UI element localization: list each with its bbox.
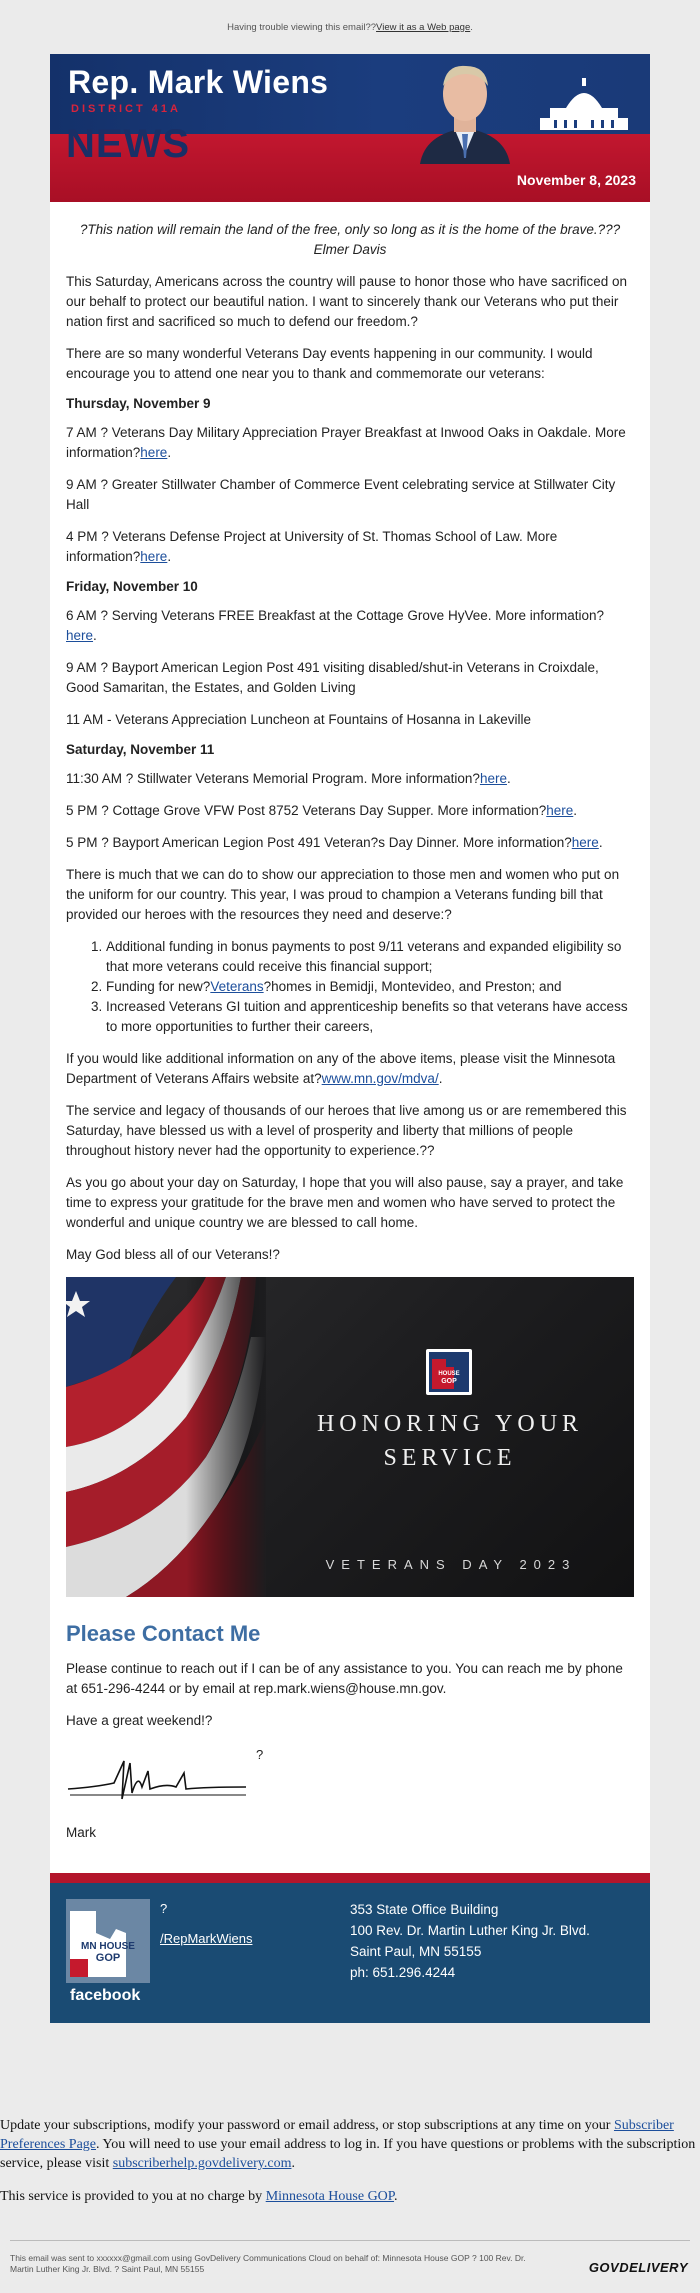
preheader-text: Having trouble viewing this email?? (227, 21, 377, 33)
office-address: 353 State Office Building 100 Rev. Dr. Martin Luther King Jr. Blvd. Saint Paul, MN 55155 ph: 651.296.4244 (350, 1902, 590, 1980)
house-gop-link[interactable]: Minnesota House GOP (265, 2189, 395, 2204)
facebook-handle (160, 1931, 252, 1946)
blessing-line: May God bless all of our Veterans!? (66, 1247, 280, 1262)
issue-date: November 8, 2023 (516, 172, 636, 188)
view-web-page-link[interactable]: View it as a Web page (376, 21, 471, 33)
more-info-paragraph: If you would like additional information on any of the above items, please visit the Minnesota Department of Veterans Affairs website at?www.mn.gov/mdva/. (66, 1051, 616, 1086)
news-label: NEWS (66, 122, 190, 166)
veterans-link[interactable]: Veterans (210, 979, 264, 994)
event-item: 7 AM ? Veterans Day Military Appreciation Prayer Breakfast at Inwood Oaks in Oakdale. More information?here. (66, 425, 626, 460)
signature-image (66, 1743, 251, 1809)
govdelivery-logo[interactable]: GOVDELIVERY (588, 2260, 688, 2275)
intro-paragraph-1: This Saturday, Americans across the country will pause to honor those who have sacrificed on our behalf to protect our beautiful nation. I want to sincerely thank our Veterans who put their nation first and sacrificed so much to defend our freedom.? (66, 274, 628, 329)
representative-name: Rep. Mark Wiens (68, 64, 329, 100)
footer-contact-bar: MN HOUSE GOP facebook ? /RepMarkWiens 353 State Office Building 100 Rev. Dr. Martin Luther King Jr. Blvd. Saint Paul, MN 55155 ph: 651.296.4244 (50, 1873, 650, 2023)
preheader: Having trouble viewing this email?? View it as a Web page . (227, 21, 473, 33)
event-item: 5 PM ? Cottage Grove VFW Post 8752 Veterans Day Supper. More information?here. (66, 803, 578, 818)
legal-text: This email was sent to xxxxxx@gmail.com using GovDelivery Communications Cloud on behalf of: Minnesota House GOP ? 100 Rev. Dr. Martin Luther King Jr. Blvd. ? Saint Paul, MN 55155 (10, 2253, 526, 2274)
contact-heading: Please Contact Me (66, 1621, 261, 1646)
opening-quote: ?This nation will remain the land of the free, only so long as it is the home of the brave.??? Elmer Davis (79, 222, 621, 257)
hero-subtitle: VETERANS DAY 2023 (325, 1557, 577, 1572)
list-item: 1. Additional funding in bonus payments to post 9/11 veterans and expanded eligibility so that more veterans could receive this financial support; (106, 937, 634, 977)
subscriber-help-link[interactable]: subscriberhelp.govdelivery.com (112, 2156, 292, 2171)
mdva-link[interactable]: www.mn.gov/mdva/ (321, 1071, 439, 1086)
veterans-day-graphic (66, 1277, 634, 1597)
subscription-footer (0, 2116, 700, 2220)
closing-paragraph: As you go about your day on Saturday, I hope that you will also pause, say a prayer, and take time to express your gratitude for the brave men and women who have served to protect the wonderful and unique country we are blessed to call home. (66, 1175, 624, 1230)
funding-paragraph: There is much that we can do to show our appreciation to those men and women who put on the uniform for our country. This year, I was proud to champion a Veterans funding bill that provided our heroes with the resources they need and deserve:? (66, 867, 620, 922)
subscriber-preferences-link[interactable]: Subscriber Preferences Page (0, 2118, 674, 2152)
district-label: DISTRICT 41A (71, 103, 181, 115)
event-item: 5 PM ? Bayport American Legion Post 491 Veteran?s Day Dinner. More information?here. (66, 835, 603, 850)
thursday-heading: Thursday, November 9 (66, 396, 211, 411)
event-item: 9 AM ? Bayport American Legion Post 491 visiting disabled/shut-in Veterans in Croixdale, Good Samaritan, the Estates, and Golden Living (66, 660, 599, 695)
event-link[interactable]: here (546, 803, 574, 818)
divider (10, 2240, 690, 2241)
funding-list (66, 937, 634, 1037)
legacy-paragraph: The service and legacy of thousands of our heroes that live among us or are remembered this Saturday, have blessed us with a level of prosperity and liberty that millions of people throughout history never had the opportunity to experience.?? (66, 1103, 627, 1158)
event-link[interactable]: here (571, 835, 599, 850)
portrait-photo (410, 54, 520, 164)
hero-title: HONORING YOUR SERVICE (316, 1411, 584, 1471)
event-item: 4 PM ? Veterans Defense Project at University of St. Thomas School of Law. More information?here. (66, 529, 558, 564)
saturday-heading: Saturday, November 11 (66, 742, 215, 757)
facebook-label[interactable]: facebook (70, 1987, 141, 2004)
service-paragraph: This service is provided to you at no charge by Minnesota House GOP. (0, 2189, 398, 2204)
newsletter-body (50, 202, 650, 1843)
event-link[interactable]: here (479, 771, 507, 786)
event-item: 9 AM ? Greater Stillwater Chamber of Commerce Event celebrating service at Stillwater City Hall (66, 477, 616, 512)
list-item: 3. Increased Veterans GI tuition and apprenticeship benefits so that veterans have access to more opportunities to further their careers, (106, 997, 634, 1037)
house-gop-badge (426, 1349, 472, 1395)
sign-off: Mark (66, 1825, 96, 1840)
svg-text:HOUSE: HOUSE (438, 1371, 460, 1377)
header-banner (50, 54, 650, 202)
svg-text:MN HOUSE: MN HOUSE (81, 1941, 135, 1952)
weekend-line: Have a great weekend!? (66, 1713, 213, 1728)
event-item: 11 AM - Veterans Appreciation Luncheon at Fountains of Hosanna in Lakeville (66, 712, 532, 727)
newsletter-card (50, 54, 650, 2023)
contact-paragraph: Please continue to reach out if I can be of any assistance to you. You can reach me by phone at 651-296-4244 or by email at rep.mark.wiens@house.mn.gov. (66, 1661, 623, 1696)
event-link[interactable]: here (66, 628, 94, 643)
event-link[interactable]: here (140, 549, 168, 564)
event-item: 11:30 AM ? Stillwater Veterans Memorial Program. More information?here. (66, 771, 511, 786)
intro-paragraph-2: There are so many wonderful Veterans Day events happening in our community. I would encourage you to attend one near you to thank and commemorate our veterans: (66, 346, 593, 381)
friday-heading: Friday, November 10 (66, 579, 198, 594)
signature-block: ? (66, 1743, 634, 1809)
list-item: 2. Funding for new?Veterans?homes in Bemidji, Montevideo, and Preston; and (106, 977, 634, 997)
subscription-paragraph: Update your subscriptions, modify your password or email address, or stop subscriptions at any time on your Subscriber Preferences Page. You will need to use your email address to log in. If you have questions or problems with the subscription service, please visit subscriberhelp.govdelivery.com. (0, 2118, 696, 2171)
event-link[interactable]: here (140, 445, 168, 460)
svg-text:GOP: GOP (441, 1378, 457, 1385)
facebook-handle-link[interactable]: /RepMarkWiens (160, 1931, 253, 1946)
american-flag-image (66, 1277, 266, 1597)
event-item: 6 AM ? Serving Veterans FREE Breakfast at the Cottage Grove HyVee. More information?here. (66, 608, 605, 643)
svg-text:GOP: GOP (95, 1952, 121, 1964)
capitol-icon (536, 74, 632, 134)
